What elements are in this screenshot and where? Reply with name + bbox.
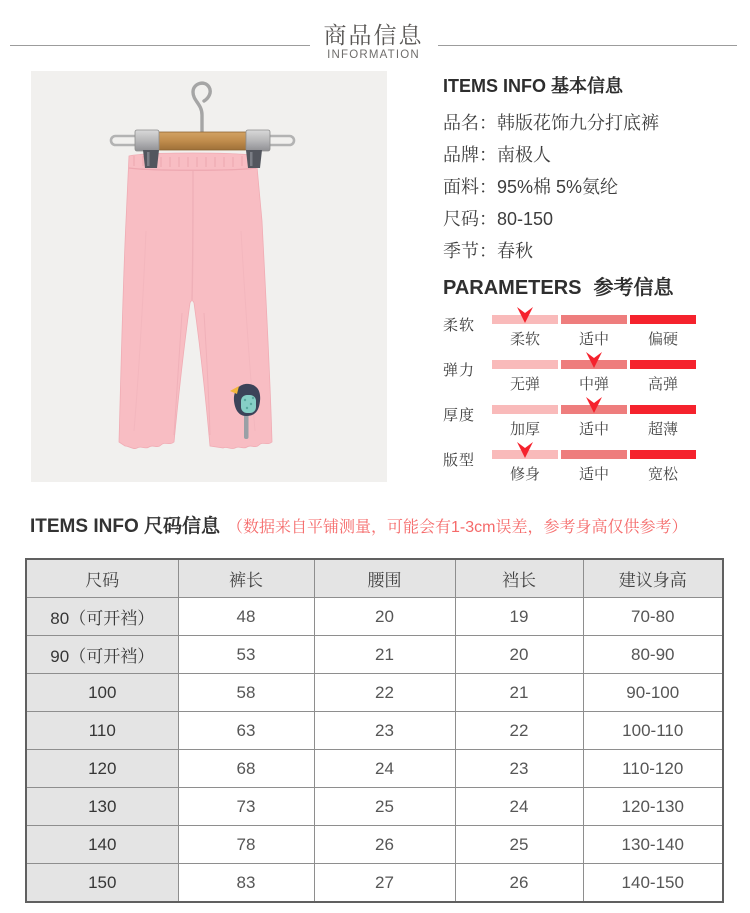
param-options xyxy=(492,373,696,394)
size-label-cell: 150 xyxy=(26,864,178,903)
param-scale xyxy=(492,315,696,324)
size-cell: 90-100 xyxy=(583,674,723,712)
param-options xyxy=(492,328,696,349)
field-product-name xyxy=(443,107,743,139)
param-options xyxy=(492,418,696,439)
field-label: 品牌： xyxy=(443,145,497,165)
scale-segment xyxy=(561,450,627,459)
size-cell: 26 xyxy=(314,826,455,864)
size-label-cell: 100 xyxy=(26,674,178,712)
param-option: 宽松 xyxy=(647,466,678,483)
field-value: 95%棉 5%氨纶 xyxy=(497,177,619,197)
param-row-elasticity xyxy=(443,360,713,405)
size-cell: 78 xyxy=(178,826,314,864)
size-info-heading: ITEMS INFO 尺码信息 xyxy=(30,516,221,537)
col-header: 尺码 xyxy=(26,559,178,598)
param-option: 修身 xyxy=(509,466,540,483)
field-size-range xyxy=(443,203,743,235)
size-cell: 110-120 xyxy=(583,750,723,788)
size-cell: 58 xyxy=(178,674,314,712)
field-value: 春秋 xyxy=(497,241,533,261)
field-label: 品名： xyxy=(443,113,497,133)
product-photo xyxy=(31,71,387,482)
size-cell: 19 xyxy=(455,598,583,636)
field-fabric xyxy=(443,171,743,203)
table-row xyxy=(26,636,723,674)
param-scale xyxy=(492,360,696,369)
hanger-band-left xyxy=(135,130,159,151)
size-label-cell: 140 xyxy=(26,826,178,864)
size-cell: 27 xyxy=(314,864,455,903)
size-cell: 25 xyxy=(314,788,455,826)
field-label: 尺码： xyxy=(443,209,497,229)
size-cell: 63 xyxy=(178,712,314,750)
size-cell: 22 xyxy=(314,674,455,712)
table-row xyxy=(26,674,723,712)
size-label-cell: 110 xyxy=(26,712,178,750)
size-cell: 140-150 xyxy=(583,864,723,903)
param-option: 偏硬 xyxy=(647,331,678,348)
size-cell: 24 xyxy=(455,788,583,826)
param-label: 弹力 xyxy=(443,362,476,379)
arrow-down-marker xyxy=(517,307,533,324)
scale-segment xyxy=(630,450,696,459)
param-label: 版型 xyxy=(443,452,476,469)
size-cell: 25 xyxy=(455,826,583,864)
scale-segment xyxy=(492,360,558,369)
size-label-cell: 120 xyxy=(26,750,178,788)
basic-info-heading: ITEMS INFO 基本信息 xyxy=(443,76,623,96)
param-row-fit xyxy=(443,450,713,495)
field-label: 面料： xyxy=(443,177,497,197)
parameters-section xyxy=(443,276,713,495)
size-cell: 130-140 xyxy=(583,826,723,864)
param-label: 柔软 xyxy=(443,317,476,334)
size-cell: 22 xyxy=(455,712,583,750)
page-subtitle: INFORMATION xyxy=(327,49,420,61)
size-cell: 26 xyxy=(455,864,583,903)
param-option: 加厚 xyxy=(509,421,540,438)
size-info-heading-row xyxy=(30,514,687,539)
field-value: 南极人 xyxy=(497,145,551,165)
table-row xyxy=(26,788,723,826)
size-cell: 83 xyxy=(178,864,314,903)
size-cell: 100-110 xyxy=(583,712,723,750)
size-cell: 73 xyxy=(178,788,314,826)
header-text xyxy=(324,22,424,63)
col-header: 腰围 xyxy=(314,559,455,598)
size-cell: 21 xyxy=(455,674,583,712)
field-season xyxy=(443,235,743,267)
scale-segment xyxy=(630,360,696,369)
size-cell: 120-130 xyxy=(583,788,723,826)
section-header xyxy=(10,22,737,63)
size-cell: 20 xyxy=(455,636,583,674)
param-options xyxy=(492,463,696,484)
basic-info-section xyxy=(443,76,743,267)
scale-segment xyxy=(630,405,696,414)
hanger-clip-left xyxy=(143,150,159,168)
size-cell: 21 xyxy=(314,636,455,674)
scale-segment xyxy=(561,315,627,324)
param-option: 适中 xyxy=(578,421,609,438)
size-cell: 70-80 xyxy=(583,598,723,636)
param-option: 无弹 xyxy=(509,376,540,393)
param-row-softness xyxy=(443,315,713,360)
size-cell: 23 xyxy=(455,750,583,788)
param-option: 适中 xyxy=(578,466,609,483)
param-option: 中弹 xyxy=(578,376,609,393)
size-cell: 68 xyxy=(178,750,314,788)
col-header: 裤长 xyxy=(178,559,314,598)
size-cell: 80-90 xyxy=(583,636,723,674)
page-title: 商品信息 xyxy=(323,22,424,48)
hanger-clip-right xyxy=(246,150,262,168)
table-row xyxy=(26,598,723,636)
table-row xyxy=(26,712,723,750)
size-cell: 23 xyxy=(314,712,455,750)
table-row xyxy=(26,750,723,788)
table-row xyxy=(26,826,723,864)
size-cell: 53 xyxy=(178,636,314,674)
param-scale xyxy=(492,450,696,459)
param-option: 适中 xyxy=(578,331,609,348)
size-info-note: （数据来自平铺测量，可能会有1-3cm误差，参考身高仅供参考） xyxy=(227,519,688,536)
divider-line-right xyxy=(438,45,738,46)
field-value: 韩版花饰九分打底裤 xyxy=(497,113,659,133)
hanger-hook xyxy=(193,83,210,135)
field-label: 季节： xyxy=(443,241,497,261)
parameters-heading-zh: 参考信息 xyxy=(593,277,674,299)
arrow-down-marker xyxy=(517,442,533,459)
product-photo-graphic xyxy=(31,71,387,482)
parameters-heading-en: PARAMETERS xyxy=(443,277,582,299)
param-option: 高弹 xyxy=(647,376,678,393)
size-table xyxy=(25,558,724,903)
size-label-cell: 130 xyxy=(26,788,178,826)
scale-segment xyxy=(492,405,558,414)
size-cell: 20 xyxy=(314,598,455,636)
param-row-thickness xyxy=(443,405,713,450)
col-header: 建议身高 xyxy=(583,559,723,598)
param-option: 柔软 xyxy=(509,331,540,348)
table-row xyxy=(26,864,723,903)
size-cell: 24 xyxy=(314,750,455,788)
arrow-down-marker xyxy=(586,352,602,369)
size-table-header-row xyxy=(26,559,723,598)
size-label-cell: 90（可开裆） xyxy=(26,636,178,674)
col-header: 裆长 xyxy=(455,559,583,598)
parameters-heading xyxy=(443,276,713,300)
param-option: 超薄 xyxy=(647,421,678,438)
param-scale xyxy=(492,405,696,414)
arrow-down-marker xyxy=(586,397,602,414)
hanger-band-right xyxy=(246,130,270,151)
param-label: 厚度 xyxy=(443,407,476,424)
field-value: 80-150 xyxy=(497,209,554,229)
size-cell: 48 xyxy=(178,598,314,636)
divider-line-left xyxy=(10,45,310,46)
scale-segment xyxy=(630,315,696,324)
field-brand xyxy=(443,139,743,171)
size-label-cell: 80（可开裆） xyxy=(26,598,178,636)
